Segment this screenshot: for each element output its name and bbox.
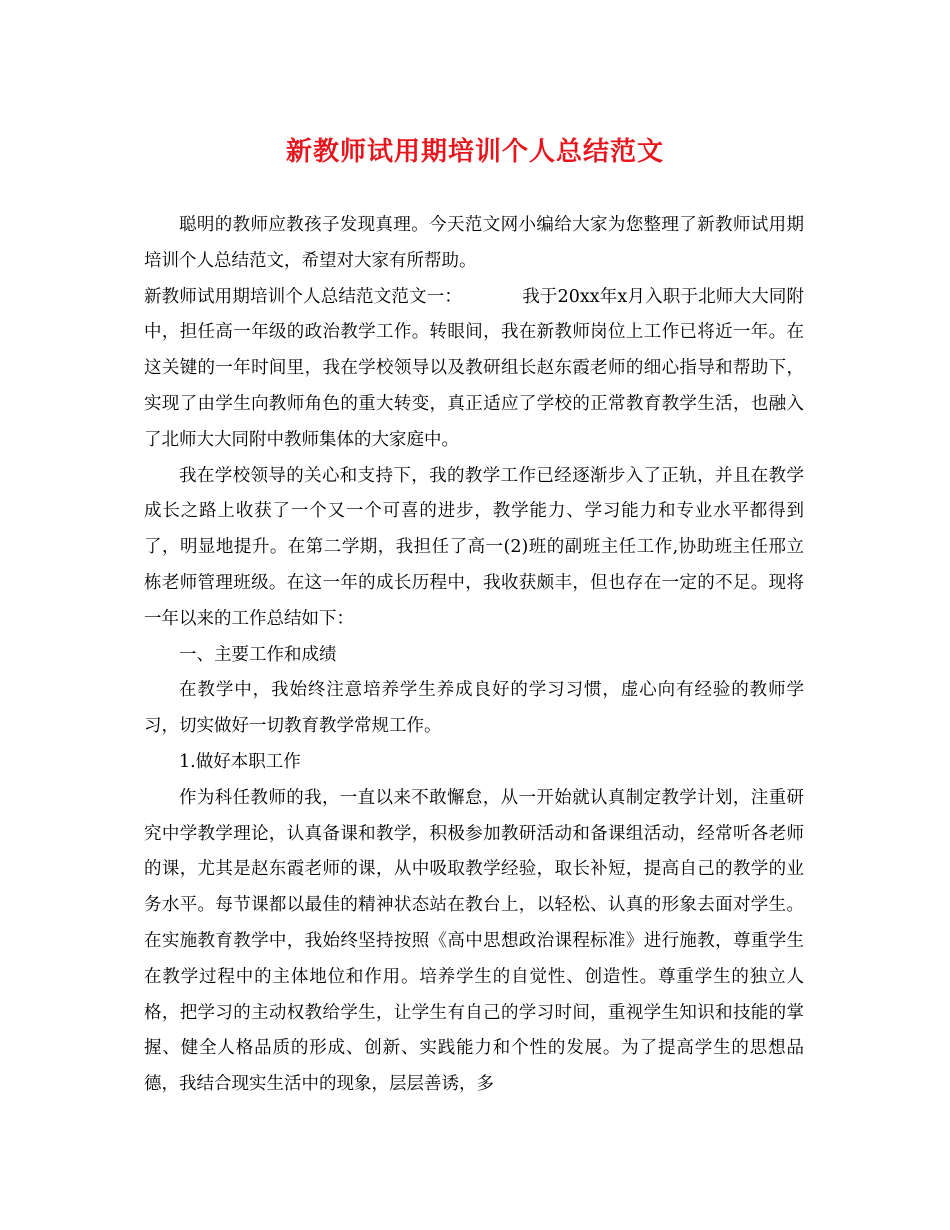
section-heading: 新教师试用期培训个人总结范文范文一： — [144, 286, 463, 307]
paragraph-4: 作为科任教师的我，一直以来不敢懈怠，从一开始就认真制定教学计划，注重研究中学教学理论，认真备课和教学，积极参加教研活动和备课组活动，经常听各老师的课，尤其是赵东霞老师的课，从中吸取教学经验，取长补短，提高自己的教学的业务水平。每节课都以最佳的精神状态站在教台上，以轻松、认真的形象去面对学生。在实施教育教学中，我始终坚持按照《高中思想政治课程标准》进行施教，尊重学生在教学过程中的主体地位和作用。培养学生的自觉性、创造性。尊重学生的独立人格，把学习的主动权教给学生，让学生有自己的学习时间，重视学生知识和技能的掌握、健全人格品质的形成、创新、实践能力和个性的发展。为了提高学生的思想品德，我结合现实生活中的现象，层层善诱，多 — [144, 787, 804, 1095]
intro-paragraph: 聪明的教师应教孩子发现真理。今天范文网小编给大家为您整理了新教师试用期培训个人总结范文，希望对大家有所帮助。 — [144, 215, 804, 271]
paragraph-3: 在教学中，我始终注意培养学生养成良好的学习习惯，虚心向有经验的教师学习，切实做好一切教育教学常规工作。 — [144, 680, 804, 737]
heading-main-work: 一、主要工作和成绩 — [179, 644, 337, 665]
document-body — [144, 208, 804, 1103]
paragraph-2: 我在学校领导的关心和支持下，我的教学工作已经逐渐步入了正轨，并且在教学成长之路上收获了一个又一个可喜的进步，教学能力、学习能力和专业水平都得到了，明显地提升。在第二学期，我担任了高一(2)班的副班主任工作,协助班主任邢立栋老师管理班级。在这一年的成长历程中，我收获颇丰，但也存在一定的不足。现将一年以来的工作总结如下： — [144, 465, 804, 629]
document-title: 新教师试用期培训个人总结范文 — [285, 137, 664, 167]
paragraph-1: 我于20xx年x月入职于北师大大同附中，担任高一年级的政治教学工作。转眼间，我在新教师岗位上工作已将近一年。在这关键的一年时间里，我在学校领导以及教研组长赵东霞老师的细心指导和帮助下，实现了由学生向教师角色的重大转变，真正适应了学校的正常教育教学生活，也融入了北师大大同附中教师集体的大家庭中。 — [144, 286, 804, 450]
heading-duty: 1.做好本职工作 — [179, 751, 301, 772]
section-paragraph — [144, 280, 804, 459]
